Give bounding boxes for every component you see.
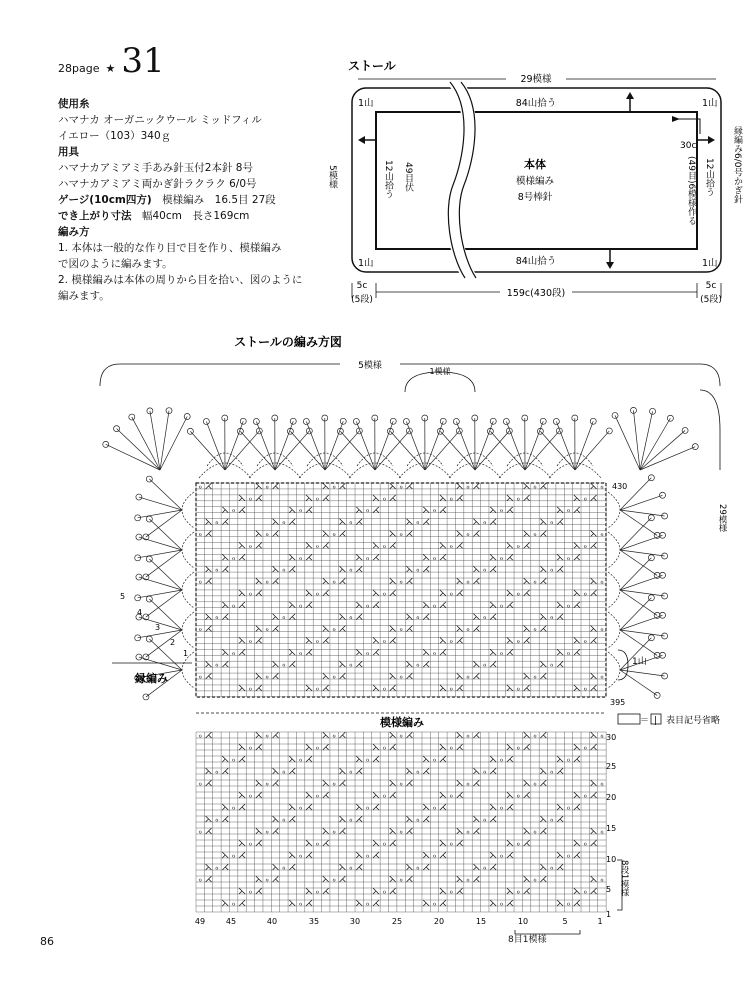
dim-right-rows: (5段) [700, 295, 722, 305]
svg-text:ℴ: ℴ [449, 743, 453, 752]
svg-text:ℴ: ℴ [315, 636, 319, 645]
dim-center: 159c(430段) [506, 288, 566, 299]
svg-text:ℴ: ℴ [516, 636, 520, 645]
unit-repeat-label: 1模様 [429, 367, 451, 376]
svg-text:ℴ: ℴ [449, 636, 453, 645]
svg-text:ℴ: ℴ [315, 494, 319, 503]
svg-text:ℴ: ℴ [550, 565, 554, 574]
svg-text:ℴ: ℴ [215, 863, 219, 872]
svg-text:ℴ: ℴ [232, 899, 236, 908]
row-bottom-label: 395 [610, 698, 626, 707]
pattern-row-label: 15 [606, 824, 617, 833]
top-repeat-label: 5模様 [358, 361, 382, 371]
svg-text:ℴ: ℴ [265, 625, 269, 634]
svg-text:ℴ: ℴ [265, 672, 269, 681]
svg-text:ℴ: ℴ [416, 863, 420, 872]
pattern-grid [196, 732, 606, 913]
dim-left-rows: (5段) [351, 295, 373, 305]
svg-text:ℴ: ℴ [265, 529, 269, 538]
svg-text:ℴ: ℴ [432, 601, 437, 610]
svg-text:ℴ: ℴ [215, 565, 219, 574]
svg-text:ℴ: ℴ [449, 684, 453, 693]
chart-title: ストールの編み方図 [234, 335, 342, 349]
svg-text:ℴ: ℴ [349, 565, 353, 574]
svg-text:ℴ: ℴ [349, 767, 353, 776]
pattern-chart-title: 模様編み [380, 716, 424, 729]
corner-label-br: 1山 [702, 258, 718, 269]
edge-label: 縁編み [135, 672, 168, 685]
cast-off-note: 49目伏 [403, 162, 413, 192]
svg-text:ℴ: ℴ [382, 589, 386, 598]
svg-text:ℴ: ℴ [600, 577, 604, 586]
svg-text:ℴ: ℴ [533, 827, 537, 836]
svg-text:ℴ: ℴ [583, 589, 587, 598]
svg-text:ℴ: ℴ [382, 887, 386, 896]
arrow-down-icon [606, 262, 614, 269]
svg-text:ℴ: ℴ [499, 553, 504, 562]
svg-text:ℴ: ℴ [215, 518, 219, 527]
svg-text:ℴ: ℴ [248, 636, 253, 645]
svg-text:ℴ: ℴ [466, 875, 470, 884]
svg-text:ℴ: ℴ [399, 625, 403, 634]
svg-text:ℴ: ℴ [600, 529, 604, 538]
svg-text:ℴ: ℴ [332, 731, 336, 740]
svg-text:ℴ: ℴ [349, 863, 353, 872]
svg-text:ℴ: ℴ [232, 851, 236, 860]
reference-mark: ★ [105, 62, 116, 75]
col-label: 25 [391, 917, 403, 926]
svg-text:ℴ: ℴ [265, 577, 269, 586]
svg-text:ℴ: ℴ [198, 577, 202, 586]
svg-text:ℴ: ℴ [198, 731, 202, 740]
svg-text:ℴ: ℴ [432, 553, 437, 562]
size-value: 幅40cm 長さ169cm [142, 210, 250, 222]
svg-text:ℴ: ℴ [466, 672, 470, 681]
svg-text:ℴ: ℴ [449, 791, 453, 800]
col-label: 40 [266, 917, 278, 926]
tools-line: ハマナカアミアミ両かぎ針ラクラク 6/0号 [58, 178, 257, 190]
svg-text:ℴ: ℴ [215, 613, 219, 622]
svg-text:ℴ: ℴ [466, 529, 470, 538]
svg-text:ℴ: ℴ [215, 660, 219, 669]
svg-text:ℴ: ℴ [282, 613, 286, 622]
svg-text:ℴ: ℴ [600, 731, 604, 740]
svg-text:ℴ: ℴ [332, 875, 336, 884]
svg-text:ℴ: ℴ [232, 601, 236, 610]
svg-text:ℴ: ℴ [566, 803, 571, 812]
round-label: 5 [120, 592, 126, 601]
svg-text:ℴ: ℴ [483, 863, 487, 872]
svg-text:ℴ: ℴ [248, 589, 253, 598]
col-label: 5 [562, 917, 568, 926]
svg-text:ℴ: ℴ [265, 779, 269, 788]
svg-text:ℴ: ℴ [399, 875, 403, 884]
body-needle: 8号棒針 [517, 192, 553, 203]
round-label: 4 [137, 608, 143, 617]
svg-text:ℴ: ℴ [332, 529, 336, 538]
col-label: 15 [475, 917, 487, 926]
svg-text:ℴ: ℴ [583, 839, 587, 848]
gauge-label: ゲージ(10cm四方) [58, 194, 152, 206]
svg-text:ℴ: ℴ [499, 506, 504, 515]
svg-text:ℴ: ℴ [432, 506, 437, 515]
svg-text:ℴ: ℴ [600, 625, 604, 634]
svg-text:ℴ: ℴ [215, 767, 219, 776]
svg-text:ℴ: ℴ [583, 494, 587, 503]
svg-text:ℴ: ℴ [483, 767, 487, 776]
gauge-value: 模様編み 16.5目 27段 [162, 194, 276, 206]
svg-text:ℴ: ℴ [232, 755, 236, 764]
svg-text:ℴ: ℴ [198, 779, 202, 788]
svg-text:ℴ: ℴ [315, 887, 319, 896]
svg-text:ℴ: ℴ [516, 494, 520, 503]
svg-text:ℴ: ℴ [332, 779, 336, 788]
svg-text:ℴ: ℴ [566, 755, 571, 764]
svg-text:ℴ: ℴ [382, 684, 386, 693]
svg-text:ℴ: ℴ [550, 660, 554, 669]
svg-text:ℴ: ℴ [566, 648, 571, 657]
svg-text:ℴ: ℴ [533, 731, 537, 740]
svg-text:ℴ: ℴ [299, 851, 303, 860]
svg-text:ℴ: ℴ [449, 494, 453, 503]
svg-text:ℴ: ℴ [432, 648, 437, 657]
svg-text:ℴ: ℴ [349, 660, 353, 669]
row-top-label: 430 [612, 482, 628, 491]
svg-text:ℴ: ℴ [516, 684, 520, 693]
svg-text:ℴ: ℴ [265, 482, 269, 491]
svg-text:ℴ: ℴ [499, 899, 504, 908]
right-height: 30c [680, 141, 697, 151]
svg-text:ℴ: ℴ [382, 839, 386, 848]
svg-text:ℴ: ℴ [499, 803, 504, 812]
svg-text:ℴ: ℴ [483, 565, 487, 574]
svg-text:ℴ: ℴ [265, 827, 269, 836]
svg-text:ℴ: ℴ [516, 887, 520, 896]
svg-text:ℴ: ℴ [432, 755, 437, 764]
left-pattern-count: 5模様 [327, 165, 337, 189]
svg-text:ℴ: ℴ [583, 541, 587, 550]
svg-text:ℴ: ℴ [349, 518, 353, 527]
svg-text:ℴ: ℴ [332, 577, 336, 586]
svg-text:ℴ: ℴ [382, 541, 386, 550]
method-line: 2. 模様編みは本体の周りから目を拾い、図のように [58, 274, 303, 286]
arrow-right-icon [708, 136, 715, 144]
svg-text:ℴ: ℴ [332, 827, 336, 836]
page-number: 86 [40, 935, 54, 948]
pattern-row-label: 5 [606, 885, 612, 894]
svg-text:ℴ: ℴ [232, 506, 236, 515]
svg-text:ℴ: ℴ [499, 648, 504, 657]
tools-heading: 用具 [58, 146, 79, 158]
svg-text:ℴ: ℴ [232, 803, 236, 812]
svg-text:ℴ: ℴ [265, 875, 269, 884]
tools-line: ハマナカアミアミ手あみ針玉付2本針 8号 [58, 162, 253, 174]
svg-text:ℴ: ℴ [332, 672, 336, 681]
legend-equals: ＝ [640, 716, 650, 726]
svg-text:ℴ: ℴ [282, 565, 286, 574]
svg-text:ℴ: ℴ [466, 482, 470, 491]
svg-text:ℴ: ℴ [432, 851, 437, 860]
svg-text:ℴ: ℴ [600, 482, 604, 491]
svg-text:ℴ: ℴ [282, 518, 286, 527]
svg-text:ℴ: ℴ [583, 636, 587, 645]
pattern-row-label: 25 [606, 762, 617, 771]
svg-text:ℴ: ℴ [449, 541, 453, 550]
svg-text:ℴ: ℴ [315, 541, 319, 550]
svg-text:ℴ: ℴ [550, 613, 554, 622]
svg-text:ℴ: ℴ [365, 803, 370, 812]
svg-text:ℴ: ℴ [315, 684, 319, 693]
svg-text:ℴ: ℴ [399, 482, 403, 491]
svg-text:ℴ: ℴ [533, 482, 537, 491]
svg-text:ℴ: ℴ [299, 755, 303, 764]
svg-text:ℴ: ℴ [533, 672, 537, 681]
right-pickup: 12山拾う [704, 158, 714, 197]
svg-text:ℴ: ℴ [365, 601, 370, 610]
svg-text:ℴ: ℴ [516, 839, 520, 848]
yarn-line: ハマナカ オーガニックウール ミッドフィル [58, 114, 262, 126]
svg-text:ℴ: ℴ [550, 767, 554, 776]
svg-text:ℴ: ℴ [248, 887, 253, 896]
svg-text:ℴ: ℴ [516, 791, 520, 800]
svg-text:ℴ: ℴ [349, 613, 353, 622]
svg-text:ℴ: ℴ [533, 625, 537, 634]
pattern-row-label: 1 [606, 910, 612, 919]
svg-text:ℴ: ℴ [365, 755, 370, 764]
one-loop-label: 1山 [632, 657, 647, 667]
arrow-up-icon [626, 92, 634, 99]
svg-text:ℴ: ℴ [566, 851, 571, 860]
edging-note: 縁編み6/0号かぎ針 [732, 126, 742, 204]
svg-text:ℴ: ℴ [600, 827, 604, 836]
svg-text:ℴ: ℴ [416, 613, 420, 622]
svg-text:ℴ: ℴ [533, 875, 537, 884]
svg-text:ℴ: ℴ [466, 625, 470, 634]
svg-text:ℴ: ℴ [600, 875, 604, 884]
svg-text:ℴ: ℴ [499, 851, 504, 860]
svg-text:ℴ: ℴ [198, 482, 202, 491]
body-stitch: 模様編み [515, 176, 555, 187]
svg-text:ℴ: ℴ [282, 660, 286, 669]
top-pattern-count: 29模様 [520, 74, 552, 85]
svg-text:ℴ: ℴ [483, 660, 487, 669]
svg-text:ℴ: ℴ [365, 553, 370, 562]
svg-text:ℴ: ℴ [382, 743, 386, 752]
method-heading: 編み方 [58, 226, 90, 238]
svg-text:ℴ: ℴ [248, 839, 253, 848]
svg-text:ℴ: ℴ [516, 743, 520, 752]
method-line: 1. 本体は一般的な作り目で目を作り、模様編み [58, 242, 282, 254]
row-repeat-label: 8段1模様 [619, 860, 629, 897]
svg-text:ℴ: ℴ [416, 660, 420, 669]
svg-text:ℴ: ℴ [583, 684, 587, 693]
svg-text:ℴ: ℴ [583, 791, 587, 800]
svg-text:ℴ: ℴ [248, 743, 253, 752]
svg-text:ℴ: ℴ [516, 589, 520, 598]
yarn-line: イエロー（103）340ｇ [58, 130, 172, 142]
svg-text:ℴ: ℴ [399, 577, 403, 586]
svg-text:ℴ: ℴ [299, 899, 303, 908]
svg-text:ℴ: ℴ [198, 875, 202, 884]
svg-text:ℴ: ℴ [550, 518, 554, 527]
svg-text:ℴ: ℴ [382, 636, 386, 645]
corner-label-tr: 1山 [702, 98, 718, 109]
corner-label-bl: 1山 [358, 258, 374, 269]
svg-text:ℴ: ℴ [533, 577, 537, 586]
right-repeat-label: 29模様 [717, 504, 727, 532]
svg-text:ℴ: ℴ [232, 553, 236, 562]
edge-grid [196, 482, 606, 696]
svg-text:ℴ: ℴ [198, 672, 202, 681]
svg-text:ℴ: ℴ [315, 791, 319, 800]
page-reference: 28page [58, 62, 100, 75]
body-title: 本体 [524, 158, 546, 171]
svg-text:ℴ: ℴ [449, 839, 453, 848]
round-label: 2 [170, 638, 176, 647]
svg-text:ℴ: ℴ [315, 839, 319, 848]
svg-text:ℴ: ℴ [416, 767, 420, 776]
left-pickup: 12山拾う [383, 160, 393, 199]
arrow-left-icon [358, 136, 365, 144]
pattern-number: 31 [121, 41, 165, 81]
svg-text:ℴ: ℴ [299, 803, 303, 812]
svg-text:ℴ: ℴ [499, 755, 504, 764]
svg-text:ℴ: ℴ [583, 743, 587, 752]
svg-text:ℴ: ℴ [282, 863, 286, 872]
svg-text:ℴ: ℴ [432, 899, 437, 908]
svg-text:ℴ: ℴ [432, 803, 437, 812]
svg-text:ℴ: ℴ [566, 506, 571, 515]
svg-text:ℴ: ℴ [449, 887, 453, 896]
svg-text:ℴ: ℴ [399, 672, 403, 681]
svg-text:ℴ: ℴ [332, 482, 336, 491]
col-label: 20 [433, 917, 445, 926]
method-line: で図のように編みます。 [58, 258, 173, 270]
svg-text:ℴ: ℴ [382, 494, 386, 503]
svg-text:ℴ: ℴ [282, 767, 286, 776]
svg-text:ℴ: ℴ [600, 779, 604, 788]
svg-text:ℴ: ℴ [499, 601, 504, 610]
svg-text:ℴ: ℴ [365, 899, 370, 908]
svg-text:ℴ: ℴ [365, 851, 370, 860]
svg-text:ℴ: ℴ [265, 731, 269, 740]
col-repeat-label: 8目1模様 [508, 935, 547, 945]
svg-text:ℴ: ℴ [349, 815, 353, 824]
svg-text:ℴ: ℴ [466, 827, 470, 836]
pattern-row-label: 30 [606, 733, 617, 742]
col-label: 10 [517, 917, 529, 926]
size-label: でき上がり寸法 [58, 210, 132, 222]
yarn-heading: 使用糸 [58, 98, 90, 110]
svg-text:ℴ: ℴ [382, 791, 386, 800]
svg-text:ℴ: ℴ [282, 815, 286, 824]
svg-text:ℴ: ℴ [483, 518, 487, 527]
svg-text:ℴ: ℴ [416, 565, 420, 574]
svg-text:ℴ: ℴ [299, 648, 303, 657]
svg-text:ℴ: ℴ [248, 791, 253, 800]
method-line: 編みます。 [58, 290, 110, 302]
svg-text:ℴ: ℴ [466, 779, 470, 788]
col-label: 45 [225, 917, 237, 926]
svg-text:ℴ: ℴ [299, 553, 303, 562]
svg-text:ℴ: ℴ [215, 815, 219, 824]
pattern-row-label: 20 [606, 793, 617, 802]
svg-text:ℴ: ℴ [516, 541, 520, 550]
dim-right: 5c [705, 281, 717, 291]
round-label: 1 [183, 649, 189, 658]
col-label: 30 [349, 917, 361, 926]
svg-text:ℴ: ℴ [232, 648, 236, 657]
svg-text:ℴ: ℴ [399, 779, 403, 788]
svg-text:ℴ: ℴ [299, 506, 303, 515]
right-caston: (49目)6模様作る [686, 156, 696, 226]
svg-text:ℴ: ℴ [198, 625, 202, 634]
svg-text:ℴ: ℴ [600, 672, 604, 681]
svg-text:ℴ: ℴ [248, 541, 253, 550]
svg-text:ℴ: ℴ [399, 529, 403, 538]
col-label: 1 [597, 917, 603, 926]
svg-text:ℴ: ℴ [483, 815, 487, 824]
svg-text:ℴ: ℴ [466, 577, 470, 586]
svg-text:ℴ: ℴ [566, 553, 571, 562]
svg-text:ℴ: ℴ [466, 731, 470, 740]
svg-text:ℴ: ℴ [583, 887, 587, 896]
svg-text:ℴ: ℴ [365, 506, 370, 515]
svg-text:ℴ: ℴ [198, 529, 202, 538]
svg-text:ℴ: ℴ [399, 827, 403, 836]
dim-left: 5c [356, 281, 368, 291]
svg-text:ℴ: ℴ [299, 601, 303, 610]
svg-text:ℴ: ℴ [550, 815, 554, 824]
svg-text:ℴ: ℴ [198, 827, 202, 836]
edging-fans [103, 407, 699, 700]
svg-text:ℴ: ℴ [566, 899, 571, 908]
round-label: 3 [155, 623, 161, 632]
svg-text:ℴ: ℴ [533, 529, 537, 538]
col-label: 35 [308, 917, 320, 926]
legend-description: 表目記号省略 [666, 716, 721, 726]
knitting-chart [0, 320, 750, 940]
svg-text:ℴ: ℴ [566, 601, 571, 610]
pattern-row-label: 10 [606, 855, 617, 864]
svg-text:ℴ: ℴ [416, 518, 420, 527]
schematic-title: ストール [348, 59, 396, 73]
svg-text:ℴ: ℴ [315, 743, 319, 752]
svg-text:ℴ: ℴ [416, 815, 420, 824]
legend-knit-symbol: | [654, 716, 658, 726]
svg-text:ℴ: ℴ [550, 863, 554, 872]
svg-text:ℴ: ℴ [449, 589, 453, 598]
svg-text:ℴ: ℴ [533, 779, 537, 788]
corner-label-tl: 1山 [358, 98, 374, 109]
svg-text:ℴ: ℴ [332, 625, 336, 634]
svg-text:ℴ: ℴ [399, 731, 403, 740]
svg-text:ℴ: ℴ [248, 494, 253, 503]
svg-text:ℴ: ℴ [483, 613, 487, 622]
svg-text:ℴ: ℴ [365, 648, 370, 657]
svg-text:ℴ: ℴ [248, 684, 253, 693]
top-pickup: 84山拾う [515, 98, 557, 109]
col-label: 49 [194, 917, 206, 926]
legend-blank-cell [618, 714, 640, 724]
svg-text:ℴ: ℴ [315, 589, 319, 598]
stole-schematic [0, 0, 750, 320]
bottom-pickup: 84山拾う [515, 256, 557, 267]
